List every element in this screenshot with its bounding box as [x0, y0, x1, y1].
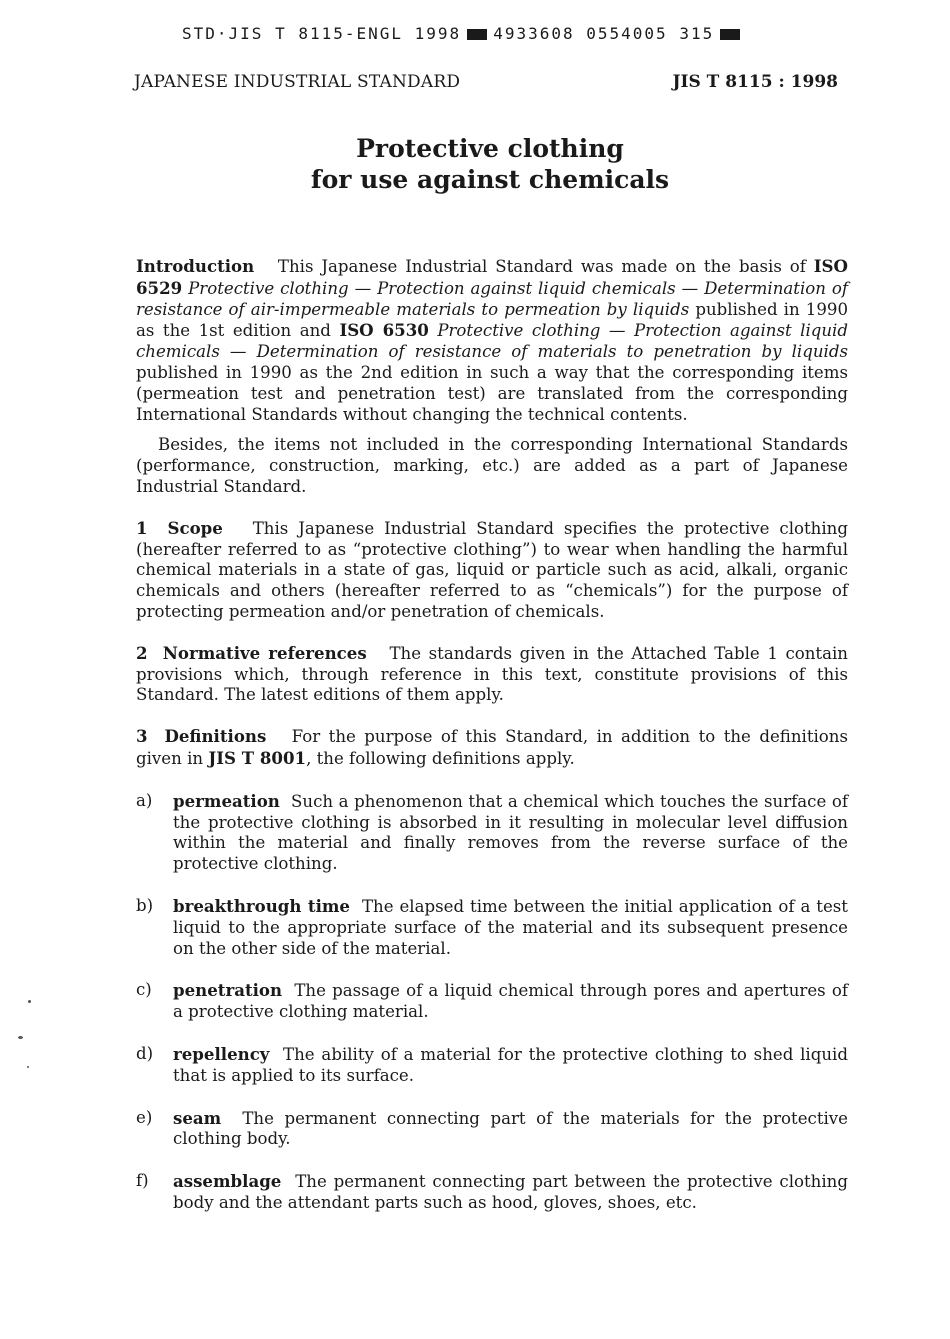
introduction-heading: Introduction [136, 256, 255, 276]
definition-term: assemblage [173, 1171, 282, 1192]
definition-text: The permanent connecting part of the materials for the protective clothing body. [173, 1108, 848, 1149]
definition-term: breakthrough time [173, 895, 350, 916]
definition-text: The elapsed time between the initial application of a test liquid to the appropriate surface of the material and its subsequent presence on the other side of the material. [173, 896, 848, 958]
stamp-number: 4933608 0554005 315 [493, 24, 715, 43]
stamp-code: STD·JIS T 8115-ENGL 1998 [182, 24, 462, 43]
definition-letter: a) [136, 790, 153, 810]
stamp-block-mark [467, 29, 487, 40]
section-number: 2 [136, 642, 148, 663]
intro-reference-title-1: Protective clothing — Protection against liquid chemicals — Determination of resistance of air-impermeable materials to permeation by liquids [136, 278, 849, 319]
definition-text: Such a phenomenon that a chemical which touches the surface of the protective clothing is absorbed in it resulting in molecular level diffusion within the material and finally removes from the reverse surface of the protective clothing. [173, 791, 848, 874]
section-text-end: , the following definitions apply. [306, 748, 575, 768]
section-number: 3 [136, 726, 148, 747]
definition-letter: d) [136, 1043, 154, 1063]
definition-item-breakthrough-time [136, 896, 848, 959]
definition-term: penetration [173, 980, 283, 1001]
definition-text: The ability of a material for the protective clothing to shed liquid that is applied to its surface. [173, 1044, 848, 1085]
title-line-1: Protective clothing [356, 134, 624, 163]
definition-letter: c) [136, 980, 152, 1000]
besides-paragraph: Besides, the items not included in the corresponding International Standards (performance, construction, marking, etc.) are added as a part of Japanese Industrial Standard. [136, 435, 848, 496]
section-definitions [136, 726, 848, 770]
definition-letter: e) [136, 1107, 153, 1127]
definition-term: permeation [173, 790, 280, 811]
definition-item-assemblage [136, 1171, 848, 1214]
intro-text-2: published in 1990 as the 1st edition and [136, 299, 849, 341]
page-title [0, 133, 950, 195]
definition-text: The passage of a liquid chemical through pores and apertures of a protective clothing material. [173, 981, 848, 1022]
section-heading: Scope [167, 517, 223, 538]
introduction-paragraph [136, 256, 848, 425]
scan-speck [27, 1066, 29, 1068]
definition-letter: b) [136, 895, 154, 915]
header-standard-number: JIS T 8115 : 1998 [672, 72, 838, 92]
definitions-list [136, 791, 848, 1214]
section-number: 1 [136, 517, 148, 538]
stamp-block-mark [720, 29, 740, 40]
definition-item-permeation [136, 791, 848, 875]
section-heading: Normative references [162, 642, 367, 663]
definition-term: repellency [173, 1043, 270, 1064]
section-text: For the purpose of this Standard, in addition to the definitions given in [136, 727, 848, 768]
section-text: This Japanese Industrial Standard specifies the protective clothing (hereafter referred to as “protective clothing”) to wear when handling the harmful chemical materials in a state of gas, liquid or particle such as acid, alkali, organic chemicals and others (hereafter referred to as “chemicals”) for the purpose of protecting permeation and/or penetration of chemicals. [136, 518, 848, 621]
intro-text-1: This Japanese Industrial Standard was made on the basis of [277, 257, 806, 276]
document-id-stamp [182, 24, 746, 43]
definition-letter: f) [136, 1171, 149, 1191]
definition-term: seam [173, 1107, 222, 1128]
definition-item-seam [136, 1108, 848, 1151]
header-standard-label: JAPANESE INDUSTRIAL STANDARD [134, 72, 461, 92]
intro-reference-title-2: Protective clothing — Protection against liquid chemicals — Determination of resistance of materials to penetration by liquids [136, 321, 848, 362]
section-normative-references [136, 643, 848, 706]
intro-reference-iso-6529: ISO 6529 [136, 256, 848, 298]
document-body [136, 256, 848, 1235]
definition-item-repellency [136, 1044, 848, 1087]
definitions-reference-jis-t-8001: JIS T 8001 [208, 747, 307, 768]
scan-speck [28, 1000, 31, 1003]
title-line-2: for use against chemicals [310, 165, 670, 194]
intro-reference-iso-6530: ISO 6530 [339, 320, 429, 341]
scan-speck [18, 1036, 23, 1039]
section-text: The standards given in the Attached Table 1 contain provisions which, through reference in this text, constitute provisions of this Standard. The latest editions of them apply. [136, 643, 848, 705]
intro-text-3: published in 1990 as the 2nd edition in such a way that the corresponding items (permeation test and penetration test) are translated from the corresponding International Standards without changing the technical contents. [136, 362, 848, 424]
definition-text: The permanent connecting part between the protective clothing body and the attendant parts such as hood, gloves, shoes, etc. [173, 1172, 848, 1212]
definition-item-penetration [136, 980, 848, 1023]
section-heading: Definitions [164, 726, 267, 747]
section-scope [136, 518, 848, 623]
